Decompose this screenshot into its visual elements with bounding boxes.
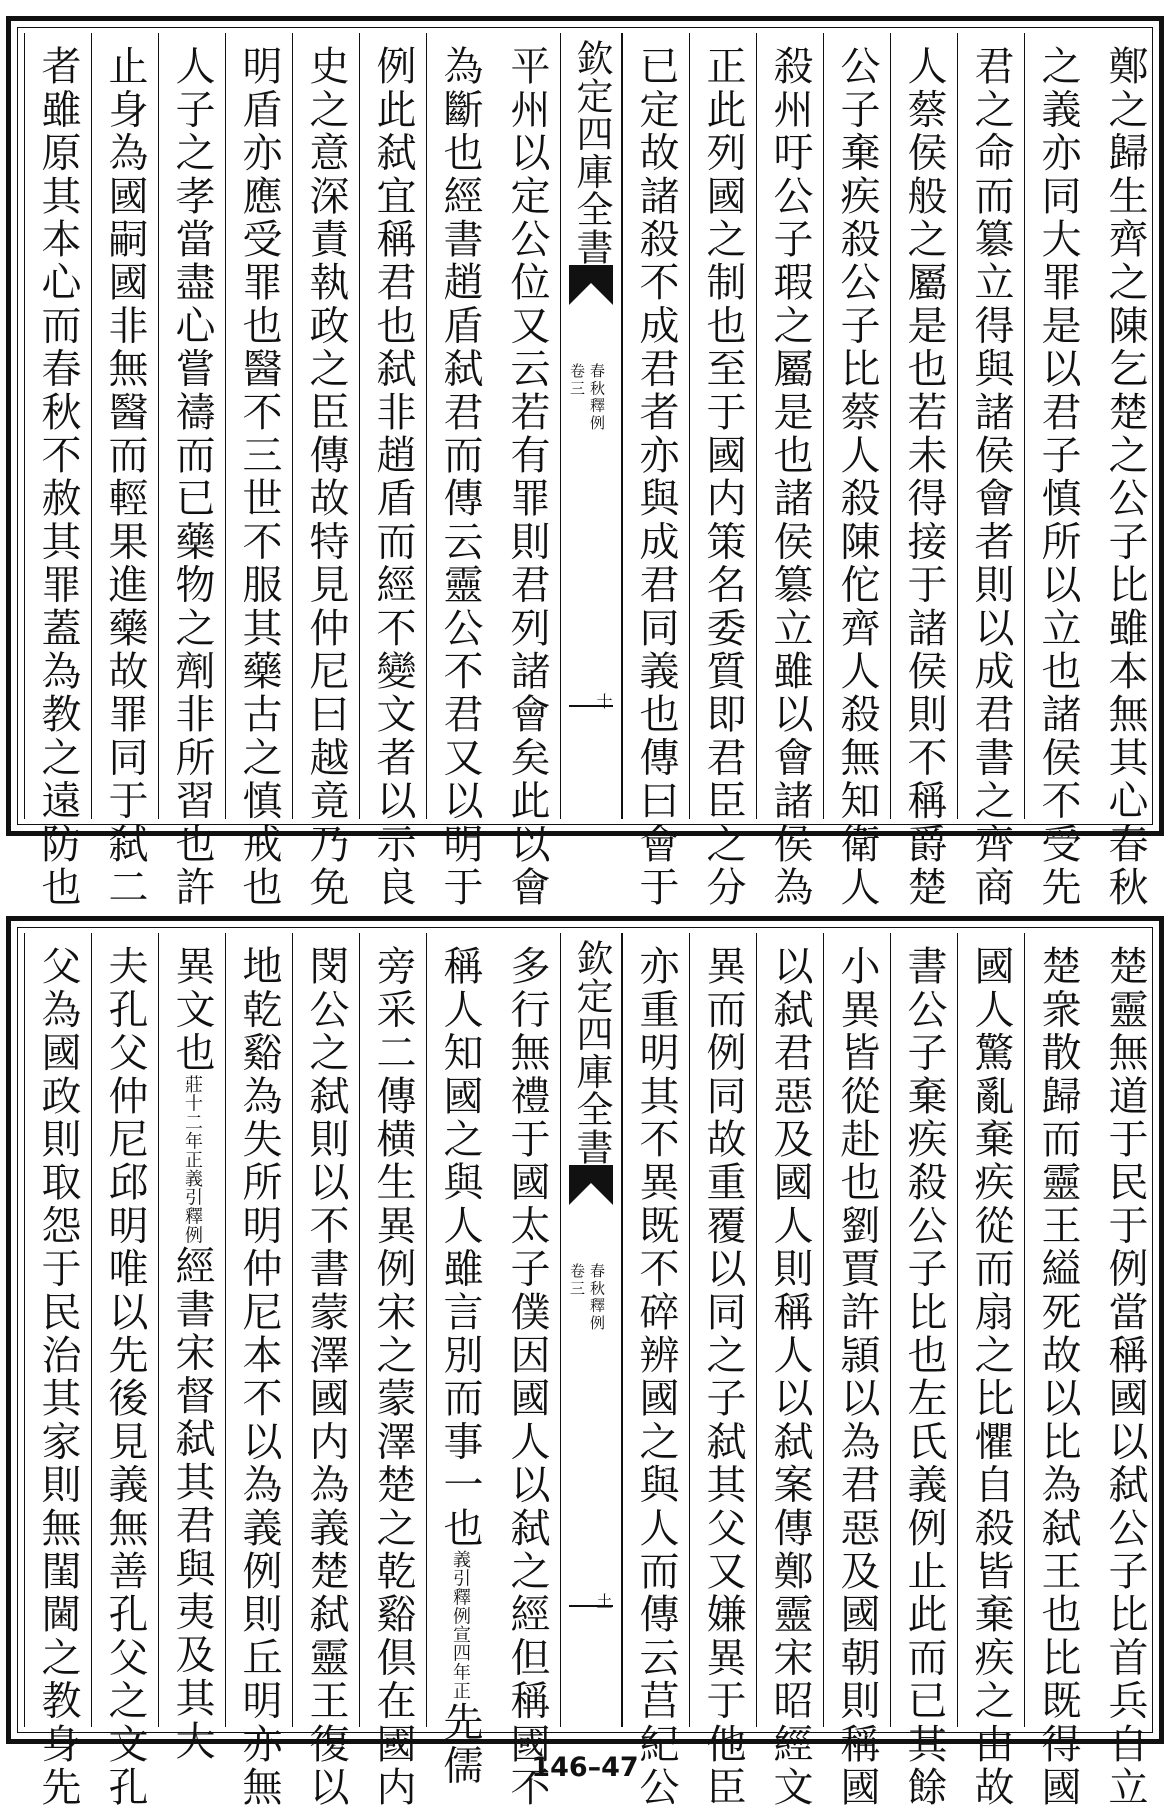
text-column: [426, 933, 493, 1788]
annotation-right: 莊十二年正: [182, 1074, 203, 1170]
text-column: [225, 933, 292, 1809]
spine-volume: 卷三: [568, 1263, 586, 1298]
column-text: 閔公之弑則以不書蒙澤國内為義楚弑靈王復以: [303, 945, 349, 1809]
text-column: [957, 933, 1024, 1809]
column-text: 楚靈無道于民于例當稱國以弑公子比首兵自立: [1102, 945, 1148, 1809]
spine-title: 欽定四庫全書: [570, 939, 613, 1166]
column-text: 書公子棄疾殺公子比也左氏義例止此而已其餘: [901, 945, 947, 1809]
column-text: 正此列國之制也至于國内策名委質即君臣之分: [700, 45, 746, 909]
annotation-note: [451, 1625, 469, 1701]
text-column: [689, 33, 756, 909]
text-column: [426, 33, 493, 909]
column-text: 夫孔父仲尼邱明唯以先後見義無善孔父之文孔: [102, 945, 148, 1809]
column-text: 以弑君惡及國人則稱人以弑案傳鄭靈宋昭經文: [767, 945, 813, 1809]
text-column: [158, 933, 225, 1764]
spine-folio: 十: [594, 693, 613, 709]
column-text-main: 異文也: [169, 945, 215, 1075]
text-column: [756, 33, 823, 909]
column-text: 地乾谿為失所明仲尼本不以為義例則丘明亦無: [236, 945, 282, 1809]
text-column: [756, 933, 823, 1809]
column-text: 止身為國嗣國非無醫而輕果進藥故罪同于弑二: [102, 45, 148, 909]
column-text-tail: 先儒: [437, 1701, 483, 1788]
fishtail-mark-icon: [569, 265, 613, 305]
text-column: [292, 33, 359, 909]
column-text: 父為國政則取怨于民治其家則無閨閫之教身先: [35, 945, 81, 1809]
annotation-left: 義引釋例: [182, 1169, 203, 1245]
column-text: 為斷也經書趙盾弑君而傳云靈公不君又以明于: [437, 45, 483, 909]
text-column: [225, 33, 292, 909]
text-column: [689, 933, 756, 1809]
text-column: [1091, 33, 1158, 909]
center-spine: [560, 33, 622, 819]
text-column: [359, 33, 426, 909]
column-text: 例此弑宜稱君也弑非趙盾而經不變文者以示良: [370, 45, 416, 909]
spine-folio: 土: [594, 1593, 613, 1609]
text-column: [158, 33, 225, 909]
text-column: [622, 33, 689, 909]
column-text-main: 稱人知國之與人雖言別而事一也: [437, 945, 483, 1550]
page-number: 146–47: [531, 1752, 639, 1783]
text-column: [91, 33, 158, 909]
text-column: [1091, 933, 1158, 1809]
text-column: [24, 33, 91, 909]
text-column: [622, 933, 689, 1809]
center-spine: [560, 933, 622, 1727]
page-top: [6, 16, 1164, 909]
spine-book-title: 春秋釋例: [588, 1263, 606, 1332]
column-text: 鄭之歸生齊之陳乞楚之公子比雖本無其心春秋: [1102, 45, 1148, 909]
column-text: 人子之孝當盡心嘗禱而已藥物之劑非所習也許: [169, 45, 215, 909]
text-column: [957, 33, 1024, 909]
text-column: [493, 933, 560, 1809]
annotation-left: 宣四年正: [450, 1625, 471, 1702]
text-column: [91, 933, 158, 1809]
column-text: 多行無禮于國太子僕因國人以弑之經但稱國不: [504, 945, 550, 1809]
column-text: 平州以定公位又云若有罪則君列諸會矣此以會: [504, 45, 550, 909]
spine-book-title: 春秋釋例: [588, 363, 606, 432]
column-text: 已定故諸殺不成君者亦與成君同義也傳曰會于: [633, 45, 679, 909]
text-column: [890, 33, 957, 909]
column-text: 史之意深責執政之臣傳故特見仲尼曰越竟乃免: [303, 45, 349, 909]
text-column: [823, 33, 890, 909]
text-column: [292, 933, 359, 1809]
column-text-tail: 經書宋督弑其君與夷及其大: [169, 1244, 215, 1764]
column-text: 異而例同故重覆以同之子弑其父又嫌異于他臣: [700, 945, 746, 1809]
text-column: [890, 933, 957, 1809]
column-text: 楚衆散歸而靈王縊死故以比為弑王也比既得國: [1035, 945, 1081, 1809]
column-text: 殺州吁公子瑕之屬是也諸侯簒立雖以會諸侯為: [767, 45, 813, 909]
text-column: [493, 33, 560, 909]
annotation-note: [183, 1075, 201, 1170]
fishtail-mark-icon: [569, 1165, 613, 1205]
column-text: 公子棄疾殺公子比蔡人殺陳佗齊人殺無知衛人: [834, 45, 880, 909]
column-text: 之義亦同大罪是以君子慎所以立也諸侯不受先: [1035, 45, 1081, 909]
text-column: [823, 933, 890, 1809]
column-text: 小異皆從赴也劉賈許頴以為君惡及國朝則稱國: [834, 945, 880, 1809]
text-column: [1024, 33, 1091, 909]
column-text: 旁采二傳横生異例宋之蒙澤楚之乾谿倶在國内: [370, 945, 416, 1809]
text-column: [24, 933, 91, 1809]
annotation-note: [451, 1550, 469, 1626]
column-text: 君之命而簒立得與諸侯會者則以成君書之齊商: [968, 45, 1014, 909]
annotation-right: 義引釋例: [450, 1549, 471, 1626]
column-text: 人蔡侯般之屬是也若未得接于諸侯則不稱爵楚: [901, 45, 947, 909]
column-text: 國人驚亂棄疾從而扇之比懼自殺皆棄疾之由故: [968, 945, 1014, 1809]
text-column: [359, 933, 426, 1809]
spine-title: 欽定四庫全書: [570, 39, 613, 266]
column-text: 明盾亦應受罪也醫不三世不服其藥古之慎戒也: [236, 45, 282, 909]
column-text: [159, 933, 225, 1764]
spine-volume: 卷三: [568, 363, 586, 398]
column-text: 者雖原其本心而春秋不赦其罪蓋為教之遠防也: [35, 45, 81, 909]
column-text: 亦重明其不異既不碎辨國之與人而傳云莒紀公: [633, 945, 679, 1809]
annotation-note: [183, 1169, 201, 1245]
column-text: [427, 933, 493, 1788]
text-column: [1024, 933, 1091, 1809]
